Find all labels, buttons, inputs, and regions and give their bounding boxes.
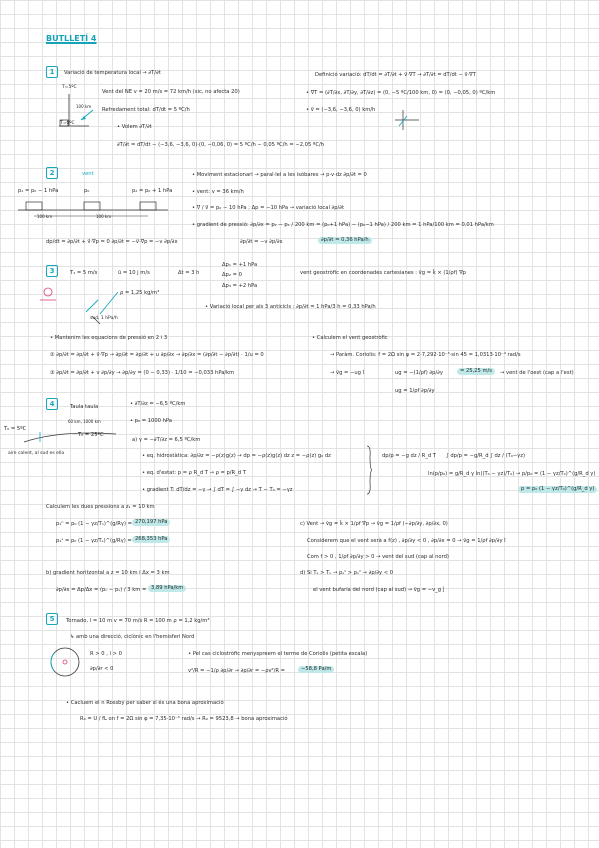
s1-line3: Refredament total: dT/dt = 5 ºC/h (102, 107, 190, 113)
s3-geostrophic: vent geostròfic en coordenades cartesianes : v̄g = k̂ × (1/ρf) ∇p (300, 270, 466, 276)
s2-right1: • Moviment estacionari → paral·lel a les isòbares → p·v·dz ∂p/∂t = 0 (192, 172, 367, 178)
s2-p2: p₂ = p₀ + 1 hPa (132, 188, 173, 194)
s4-a2: • eq. hidrostàtica: ∂p/∂z = −ρ(z)g(z) → dp = −ρ(z)g(z) dz z = −ρ(z) g₀ dz (142, 453, 331, 459)
s5-g: • Cacluem el n Rossby per saber si és una bona aproximació (66, 700, 224, 706)
s2-right2: • vent: v = 36 km/h (192, 189, 244, 195)
s3b-right5: ug = −(1/ρf) ∂p/∂y (395, 370, 443, 376)
s5-a: Tornado, l = 10 m v = 70 m/s R = 100 m ρ = 1,2 kg/m³ (66, 618, 210, 624)
s3-c: Δt = 3 h (178, 270, 200, 276)
s1-fig-side: 100 km (76, 104, 92, 109)
s2-dist2: 100 km (96, 214, 112, 219)
s4-calc-south-result: 268,353 hPa (132, 536, 170, 543)
s3b-eq3: ③ ∂p/∂t = ∂p/∂t + v ∂p/∂y → ∂p/∂y = (0 − 0,33) · 1/10 = −0,033 hPa/km (50, 370, 235, 376)
s4-t2: T₀ = 25ºC (78, 432, 104, 438)
s3-m3: Δp₃ = +2 hPa (222, 283, 258, 289)
s2-equation2: ∂p/∂t = −v ∂p/∂x (240, 239, 283, 245)
s4-c-line2: Considerem que el vent serà a f(z) , ∂p/∂y < 0 , ∂p/∂x = 0 → v̄g = 1/ρf ∂p/∂y î (307, 538, 506, 544)
s4-m2: ∫ dp/p = −g/R_d ∫ dz / (T₀−γz) (446, 453, 525, 459)
s4-a4: • gradient T: dT/dz = −γ → ∫ dT = ∫ −γ dz → T − T₀ = −γz (142, 487, 293, 493)
s5-f-result: −58,8 Pa/m (298, 666, 334, 673)
s4-a1: a) γ = −∂T/∂z = 6,5 ºC/km (132, 437, 201, 443)
s3b-eq2: ② ∂p/∂t = ∂p/∂t + v⃗·∇p → ∂p/∂t = ∂p/∂t + u ∂p/∂x → ∂p/∂x = (∂p/∂t − ∂p/∂t) · 1/u = 0 (50, 352, 264, 358)
s1-line5: ∂T/∂t = dT/dt − (−3,6, −3,6, 0)·(0, −0,06, 0) = 5 ºC/h − 0,05 ºC/h = −2,05 ºC/h (117, 142, 325, 148)
s4-brace (366, 445, 372, 495)
s4-b: • ∂T/∂z = −6,5 ºC/km (130, 401, 186, 407)
s5-c: R > 0 , l > 0 (90, 651, 122, 657)
s3-m1: Δp₁ = +1 hPa (222, 262, 258, 268)
s4-calc-heading: Calculem les dues pressions a z₁ = 10 km (46, 504, 155, 510)
s2-dist1: 100 km (37, 214, 53, 219)
s3b-right3: → v̄g = −ug î (330, 370, 365, 376)
s1-fig-top: T=5ºC (62, 85, 77, 90)
s1-right3: • v⃗ = (−3,6, −3,6, 0) km/h (306, 107, 376, 113)
s1-right2: • ∇T = (∂T/∂x, ∂T/∂y, ∂T/∂z) = (0, −5 ºC/100 km, 0) = (0, −0,05, 0) ºC/km (306, 90, 496, 96)
s3b-heading: • Mantenim les equacions de pressió en 2 i 3 (50, 335, 168, 341)
s1-axes (393, 108, 423, 134)
s1-line4: • Volem ∂T/∂t (117, 124, 152, 130)
s1-figure (55, 90, 105, 135)
s3-fig-label: sud, 1 hPa/h (90, 316, 118, 321)
s1-line2: Vent del NE v = 20 m/s = 72 km/h (sic, no afecta 20) (102, 89, 240, 95)
s3-m2: Δp₂ = 0 (222, 272, 242, 278)
s4-d-line1: d) Si Tₛ > Tₙ → pₛᶻ > pₙᶻ → ∂p/∂y < 0 (300, 570, 394, 576)
s1-line1: Variació de temperatura local → ∂T/∂t (64, 70, 161, 76)
s4-calc-north: p₁ⁿ = p₀ (1 − γz/Tₙ)^(g/Rγ) = (56, 521, 132, 527)
s2-equation: dp/dt = ∂p/∂t + v⃗·∇p = 0 ∂p/∂t = −v⃗·∇p = −v ∂p/∂x (46, 239, 178, 245)
s4-c-line1: c) Vent → v̄g = k̂ × 1/ρf ∇p → v̄g = 1/ρf (−∂p/∂y, ∂p/∂x, 0) (300, 521, 448, 527)
s4-m1: dp/p = −g dz / R_d T (382, 453, 436, 459)
s3b-right1: • Calculem el vent geostròfic (312, 335, 388, 341)
s2-right4: • gradient de pressió: ∂p/∂x = p₂ − p₁ / 200 km = (p₀+1 hPa) − (p₀−1 hPa) / 200 km = 1 hPa/100 km = 0,01 hPa/km (192, 222, 494, 228)
section-number-3: 3 (46, 265, 58, 277)
s4-m3: ln(p/p₀) = g/R_d γ ln((T₀ − γz)/T₀) → p/p₀ = (1 − γz/T₀)^(g/R_d γ) (428, 471, 596, 477)
s4-a: Taula taula (70, 404, 99, 410)
s3-rho: ρ = 1,25 kg/m³ (120, 290, 160, 296)
section-number-4: 4 (46, 398, 58, 410)
s3-b: ū = 10 j m/s (118, 270, 150, 276)
s3b-result: = 25,25 m/s (457, 368, 495, 375)
s5-e: • Pel cas ciclostròfic menyspreem el terme de Coriolis (petita escala) (188, 651, 368, 657)
s2-p1: p₁ = p₀ − 1 hPa (18, 188, 59, 194)
s4-t3: 60 km, 1000 km (68, 419, 101, 424)
s4-c: • p₀ = 1000 hPa (130, 418, 172, 424)
s1-fig-bottom: T=0ºC (60, 121, 75, 126)
section-number-5: 5 (46, 613, 58, 625)
s5-h: R₀ = U / fL on f = 2Ω sin φ = 7,35·10⁻⁵ rad/s → R₀ = 9523,8 → bona aproximació (80, 716, 288, 722)
s4-b-line1: b) gradient horitzontal a z = 10 km i Δx = 3 km (46, 570, 170, 576)
s4-c-line3: Com f > 0 , 1/ρf ∂p/∂y > 0 → vent del sud (cap al nord) (307, 554, 449, 560)
s4-t1: T₀ = 5ºC (4, 426, 27, 432)
s4-b-result: 3,89 hPa/km (148, 585, 186, 592)
s4-result: p = p₀ (1 − γz/T₀)^(g/R_d γ) (518, 486, 597, 493)
s2-vent-label: vent (82, 171, 94, 177)
s5-d: ∂p/∂r < 0 (90, 666, 114, 672)
s2-p0: p₀ (84, 188, 90, 194)
s3b-right4: ug = 1/ρf ∂p/∂y (395, 388, 435, 394)
s3-a: T₁ = 5 m/s (70, 270, 98, 276)
s3b-right2: → Paràm. Coriolis: f = 2Ω sin φ = 2·7,292·10⁻⁵·sin 45 = 1,0313·10⁻⁴ rad/s (330, 352, 521, 358)
s5-figure (46, 643, 86, 681)
s4-calc-south: p₁ˢ = p₀ (1 − γz/Tₛ)^(g/Rγ) = (56, 538, 132, 544)
s4-a3: • eq. d'estat: p = ρ R_d T → ρ = p/R_d T (142, 470, 246, 476)
s4-figure (20, 428, 120, 450)
s5-f: v²/R = −1/ρ ∂p/∂r → ∂p/∂r = −ρv²/R = (188, 668, 285, 674)
section-number-2: 2 (46, 167, 58, 179)
s5-b: ↳ amb una direcció, ciclònic en l'hemisferi Nord (70, 634, 195, 640)
s3-summary: • Variació local per als 3 anticicls : ∂p/∂t = 1 hPa/3 h = 0,33 hPa/h (205, 304, 376, 310)
s4-b-line2: ∂p/∂x = Δp/Δx = (pₙ − pₛ) / 3 km = (56, 587, 147, 593)
section-number-1: 1 (46, 66, 58, 78)
s3b-right6: → vent de l'oest (cap a l'est) (500, 370, 574, 376)
s2-result: ∂p/∂t = 0,36 hPa/h (318, 237, 372, 244)
s2-right3: • ∇ / v⃗ = p₀ − 10 hPa ; Δp = −10 hPa → variació local ∂p/∂t (192, 205, 344, 211)
s4-d-line2: el vent bufaria del nord (cap al sud) → v̄g = −v_g ĵ (313, 587, 445, 593)
s4-calc-north-result: 270,197 hPa (132, 519, 170, 526)
s1-right1: Definició variació: dT/dt = ∂T/∂t + v⃗·∇T → ∂T/∂t = dT/dt − v⃗·∇T (315, 72, 476, 78)
page-title: BUTLLETÍ 4 (46, 34, 97, 43)
s4-caption: aire calent, al sud es ella (8, 451, 65, 456)
